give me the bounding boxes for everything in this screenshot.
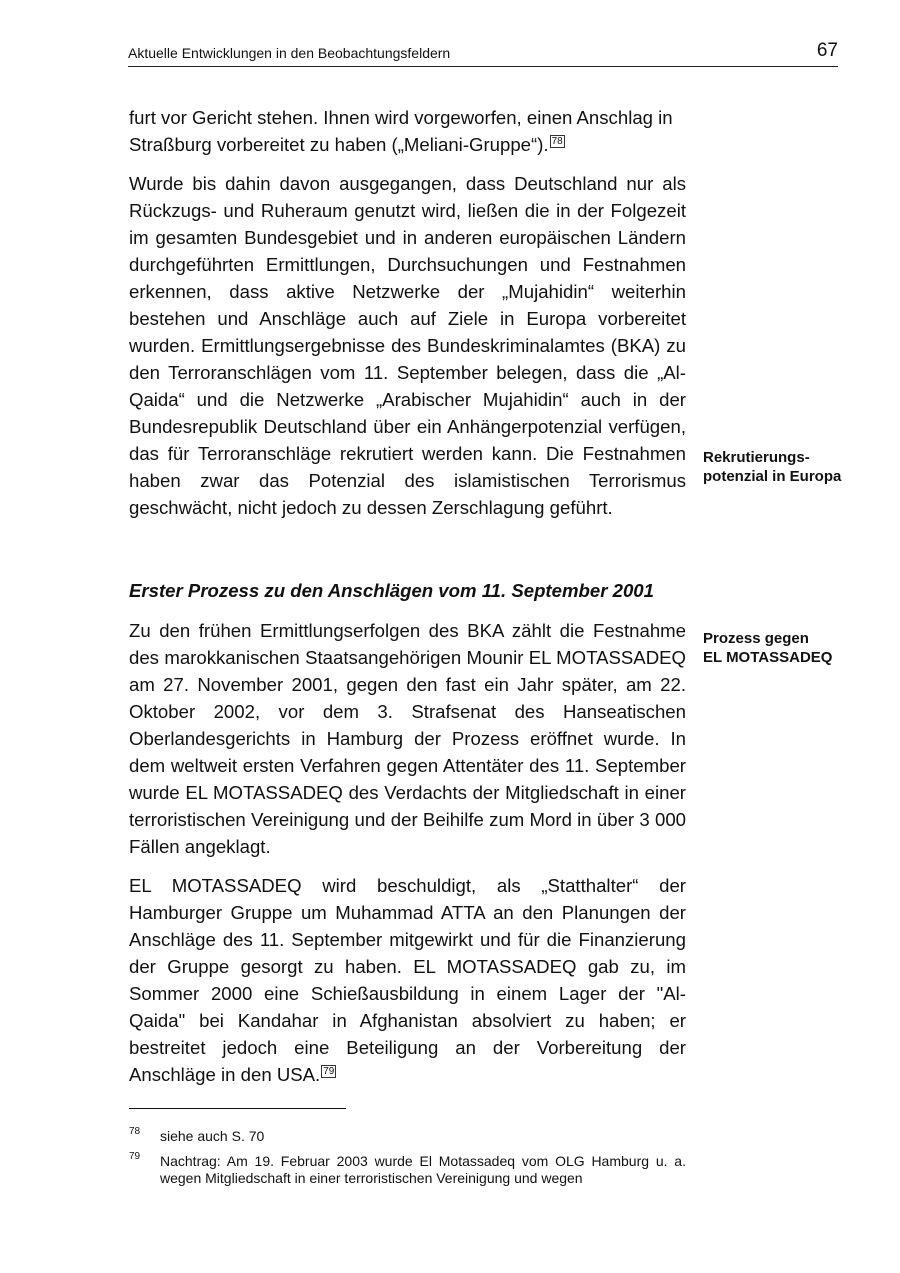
- running-header: [128, 40, 838, 67]
- footnote-78: [129, 1128, 686, 1148]
- page-number: 67: [816, 40, 838, 61]
- margin-note-line: potenzial in Europa: [703, 468, 842, 485]
- footnote-divider: [129, 1108, 346, 1109]
- header-title: Aktuelle Entwicklungen in den Beobachtungsfeldern: [128, 45, 451, 61]
- margin-note-line: Prozess gegen: [703, 630, 809, 647]
- footnote-text: siehe auch S. 70: [160, 1128, 265, 1144]
- margin-note-line: EL MOTASSADEQ: [703, 649, 833, 666]
- footnote-ref-78[interactable]: 78: [551, 135, 563, 147]
- paragraph-arrest: Zu den frühen Ermittlungserfolgen des BKA zählt die Festnahme des marokkanischen Staatsangehörigen Mounir EL MOTASSADEQ am 27. November 2001, gegen den fast ein Jahr später, am 22. Oktober 2002, vor dem 3. Strafsenat des Hanseatischen Oberlandesgerichts in Hamburg der Prozess eröffnet wurde. In dem weltweit ersten Verfahren gegen Attentäter des 11. September wurde EL MOTASSADEQ des Verdachts der Mitgliedschaft in einer terroristischen Vereinigung und der Beihilfe zum Mord in über 3 000 Fällen angeklagt.: [129, 620, 686, 857]
- margin-note-trial: [703, 629, 883, 667]
- section-heading: Erster Prozess zu den Anschlägen vom 11. September 2001: [129, 580, 654, 601]
- footnote-number: 78: [129, 1126, 141, 1137]
- paragraph-continued: [129, 104, 686, 158]
- paragraph-text: EL MOTASSADEQ wird beschuldigt, als „Statthalter“ der Hamburger Gruppe um Muhammad ATTA an den Planungen der Anschläge des 11. September mitgewirkt und für die Finanzierung der Gruppe gesorgt zu haben. EL MOTASSADEQ gab zu, im Sommer 2000 eine Schießausbildung in einem Lager der "Al-Qaida" bei Kandahar in Afghanistan absolviert zu haben; er bestreitet jedoch eine Beteiligung an der Vorbereitung der Anschläge in den USA.: [129, 875, 686, 1085]
- margin-note-line: Rekrutierungs-: [703, 449, 810, 466]
- footnote-ref-79[interactable]: 79: [323, 1065, 335, 1077]
- paragraph-accusation: [129, 872, 686, 1088]
- footnote-79: [129, 1153, 686, 1189]
- margin-note-recruitment: [703, 448, 883, 486]
- paragraph-recruitment: Wurde bis dahin davon ausgegangen, dass Deutschland nur als Rückzugs- und Ruheraum genutzt wird, ließen die in der Folgezeit im gesamten Bundesgebiet und in anderen europäischen Ländern durchgeführten Ermittlungen, Durchsuchungen und Festnahmen erkennen, dass aktive Netzwerke der „Mujahidin“ weiterhin bestehen und Anschläge auch auf Ziele in Europa vorbereitet wurden. Ermittlungsergebnisse des Bundeskriminalamtes (BKA) zu den Terroranschlägen vom 11. September belegen, dass die „Al-Qaida“ und die Netzwerke „Arabischer Mujahidin“ auch in der Bundesrepublik Deutschland über ein Anhängerpotenzial verfügen, das für Terroranschläge rekrutiert werden kann. Die Festnahmen haben zwar das Potenzial des islamistischen Terrorismus geschwächt, nicht jedoch zu dessen Zerschlagung geführt.: [129, 173, 686, 518]
- footnote-number: 79: [129, 1151, 141, 1162]
- paragraph-text: furt vor Gericht stehen. Ihnen wird vorgeworfen, einen Anschlag in Straßburg vorbereitet zu haben („Meliani-Gruppe“).: [129, 107, 673, 155]
- footnote-text: Nachtrag: Am 19. Februar 2003 wurde El Motassadeq vom OLG Hamburg u. a. wegen Mitgliedschaft in einer terroristischen Vereinigung und wegen: [160, 1153, 686, 1186]
